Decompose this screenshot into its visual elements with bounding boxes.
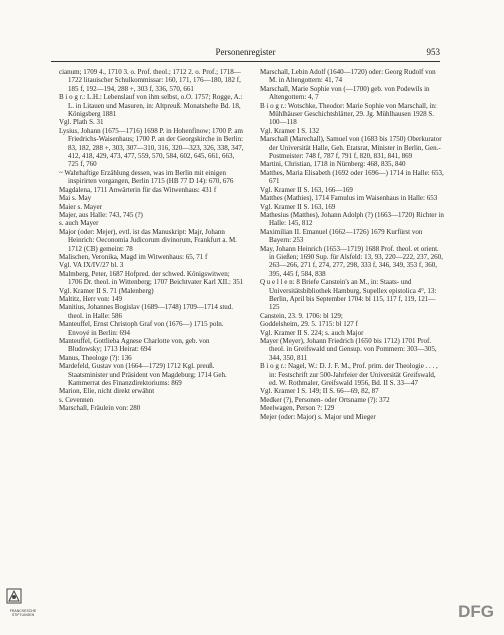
register-entry: Maltitz, Herr von: 149 [59, 294, 122, 303]
register-entry: B i o g r.: Wotschke, Theodor: Marie Sophie von Marschall, in: Mühlhäuser Geschichtsblätter, 29. Jg. Mühlhausen 1928 S. 100—118 [260, 101, 437, 127]
register-entry: Martini, Christian, 1718 in Nürnberg: 468, 835, 840 [260, 160, 406, 169]
dfg-logo-icon: DFG [458, 602, 494, 621]
register-entry: B i o g r.: L.H.: Lebenslauf von ihm selbst, o.O. 1757; Rogge, A.: L. in Litauen und Masuren, in: Altpreuß. Monatshefte Bd. 18, Königsberg 1881 [59, 93, 243, 119]
register-entry: Vgl. Kramer I S. 149; II S. 66—69, 82, 87 [260, 387, 379, 396]
register-entry: Mai s. May [59, 194, 92, 203]
register-entry: Matthes, Maria Elisabeth (1692 oder 1696—) 1714 in Halle: 653, 671 [260, 168, 444, 186]
register-entry: Maier s. Mayer [59, 202, 102, 211]
register-entry: s. auch Mayer [59, 219, 99, 228]
register-entry: Vgl. Kramer II S. 163, 169 [260, 202, 336, 211]
register-entry: Majer, aus Halle: 743, 745 (?) [59, 210, 143, 219]
page-title: Personenregister [215, 47, 276, 57]
register-entry: Vgl. Kramer II S. 163, 166—169 [260, 185, 353, 194]
register-entry: ~ Wahrhaftige Erzählung dessen, was im Berlin mit einigen inspirirten vorgangen, Berlin 1715 (HB 77 D 14): 670, 676 [59, 168, 234, 186]
dfg-logo [458, 602, 494, 622]
register-entry: Marschall, Fräulein von: 280 [59, 404, 141, 413]
register-entry: Medker (?), Personen- oder Ortsname (?): 372 [260, 395, 390, 404]
register-entry: Marschall (Marechall), Samuel von (1683 bis 1750) Oberkurator der Universität Halle, Geh. Etatsrat, Minister in Berlin, Gen.-Postmeister: 748 f, 787 f, 791 f, 820, 831, 841, 869 [260, 135, 442, 161]
register-entry: Goddelsheim, 29. 5. 1715: bl 127 f [260, 320, 358, 329]
register-entry: Manteuffel, Gottlieba Agnese Charlotte von, geb. von Bludowsky; 1713 Heirat: 694 [59, 337, 210, 354]
register-entry: Matthes (Mathies), 1714 Famulus im Waisenhaus in Halle: 653 [260, 194, 438, 203]
page-number: 953 [426, 47, 440, 57]
foundation-logo-text: FRANCKESCHE STIFTUNGEN [9, 609, 37, 617]
register-entry: Marschall, Lebin Adolf (1640—1720) oder: Georg Rudolf von M. in Altengottern: 41, 74 [260, 68, 436, 85]
register-entry: Lysius, Johann (1675—1716) 1698 P. in Hohenfinow; 1700 P. am Friedrichs-Waisenhaus; 1700 P. an der Georgskirche in Berlin: 83, 182, 288 +, 303, 307—310, 316, 320—323, 326, 338, 347, 412, 418, 429, 473, 477, 559, 570, 584, 602, 645, 661, 663, 725 f, 760 [59, 126, 244, 169]
register-entry: Manus, Theologe (?): 136 [59, 353, 132, 362]
register-entry: s. Cevennen [59, 395, 94, 404]
register-entry: Q u e l l e n: 8 Briefe Canstein's an M., in: Staats- und Universitätsbibliothek Hamburg, Supellex epistolica 4°, 13: Berlin, April bis September 1704: bl 115, 117 f, 119, 121—125 [260, 278, 437, 312]
register-entry: Vgl. Kramer II S. 71 (Malenberg) [59, 286, 154, 295]
register-entry: Marion, Elie, nicht direkt erwähnt [59, 387, 155, 396]
register-entry: cianum; 1709 4., 1710 3. o. Prof. theol.; 1712 2. o. Prof.; 1718—1722 litauischer Schulkommissar: 160, 171, 176—180, 182 f, 185 f, 192—194, 288 +, 303 f, 336, 570, 661 [59, 68, 241, 93]
register-entry: Meelwagen, Person ?: 129 [260, 404, 335, 413]
register-entry: Manteuffel, Ernst Christoph Graf von (1676—) 1715 poln. Envoyé in Berlin: 694 [59, 320, 224, 337]
register-entry: Vgl. Plath S. 31 [59, 118, 104, 127]
register-entry: Magdalena, 1711 Anwärterin für das Witwenhaus: 431 f [59, 185, 217, 194]
register-entry: Vgl. VA IX/IV/27 bl. 3 [59, 261, 124, 270]
right-column [260, 68, 445, 421]
register-entry: Malmberg, Peter, 1687 Hofpred. der schwed. Königswitwen; 1706 Dr. theol. in Wittenberg; 1707 Beichtvater Karl XII.: 351 [59, 269, 244, 287]
register-entry: Vgl. Kramer II S. 224; s. auch Major [260, 328, 364, 337]
register-entry: Mathesius (Matthes), Johann Adolph (?) (1663—1720) Richter in Halle: 145, 812 [260, 210, 444, 228]
register-entry: Major (oder: Mejer), evtl. ist das Manuskript: Majr, Johann Heinrich: Oeconomia Judicorum divinorum, Frankfurt a. M. 1712 (CB) gemeint: 78 [59, 227, 237, 253]
left-column [59, 68, 244, 413]
page-header [51, 47, 440, 62]
register-entry: Maximilian II. Emanuel (1662—1726) 1679 Kurfürst von Bayern: 253 [260, 227, 423, 245]
foundation-logo-icon [6, 588, 22, 604]
register-entry: Malischen, Veronika, Magd im Witwenhaus: 65, 71 f [59, 252, 208, 261]
register-entry: Marschall, Marie Sophie von (—1700) geb. von Podewils in Altengottern: 4, 7 [260, 84, 430, 102]
register-entry: Mejer (oder: Major) s. Major und Mieger [260, 412, 376, 421]
register-entry: Manitius, Johannes Bogislav (1689—1748) 1709—1714 stud. theol. in Halle: 586 [59, 303, 234, 320]
register-entry: Mardefeld, Gustav von (1664—1729) 1712 Kgl. preuß. Staatsminister und Präsident von Magdeburg; 1714 Geh. Kammerrat des Finanzdirektoriums: 869 [59, 362, 227, 388]
register-entry: May, Johann Heinrich (1653—1719) 1688 Prof. theol. et orient. in Gießen; 1690 Sup. für Alsfeld: 13, 93, 220—222, 237, 260, 263—266, 271 f, 274, 277, 298, 333 f, 346, 349, 353 f, 360, 395, 445 f, 584, 838 [260, 244, 443, 278]
foundation-logo [6, 588, 40, 626]
register-entry: Vgl. Kramer I S. 132 [260, 126, 320, 135]
register-entry: B i o g r.: Nagel, W.: D. J. F. M., Prof. prim. der Theologie . . . , in: Festschrift zur 500-Jahrfeier der Universität Greifswald, ed. W. Rothmaler, Greifswald 1956, Bd. II S. 33—47 [260, 362, 438, 388]
register-entry: Mayer (Meyer), Johann Friedrich (1650 bis 1712) 1701 Prof. theol. in Greifswald und Gensup. von Pommern: 303—305, 344, 350, 811 [260, 337, 437, 362]
register-entry: Canstein, 23. 9. 1706: bl 129; [260, 311, 343, 320]
